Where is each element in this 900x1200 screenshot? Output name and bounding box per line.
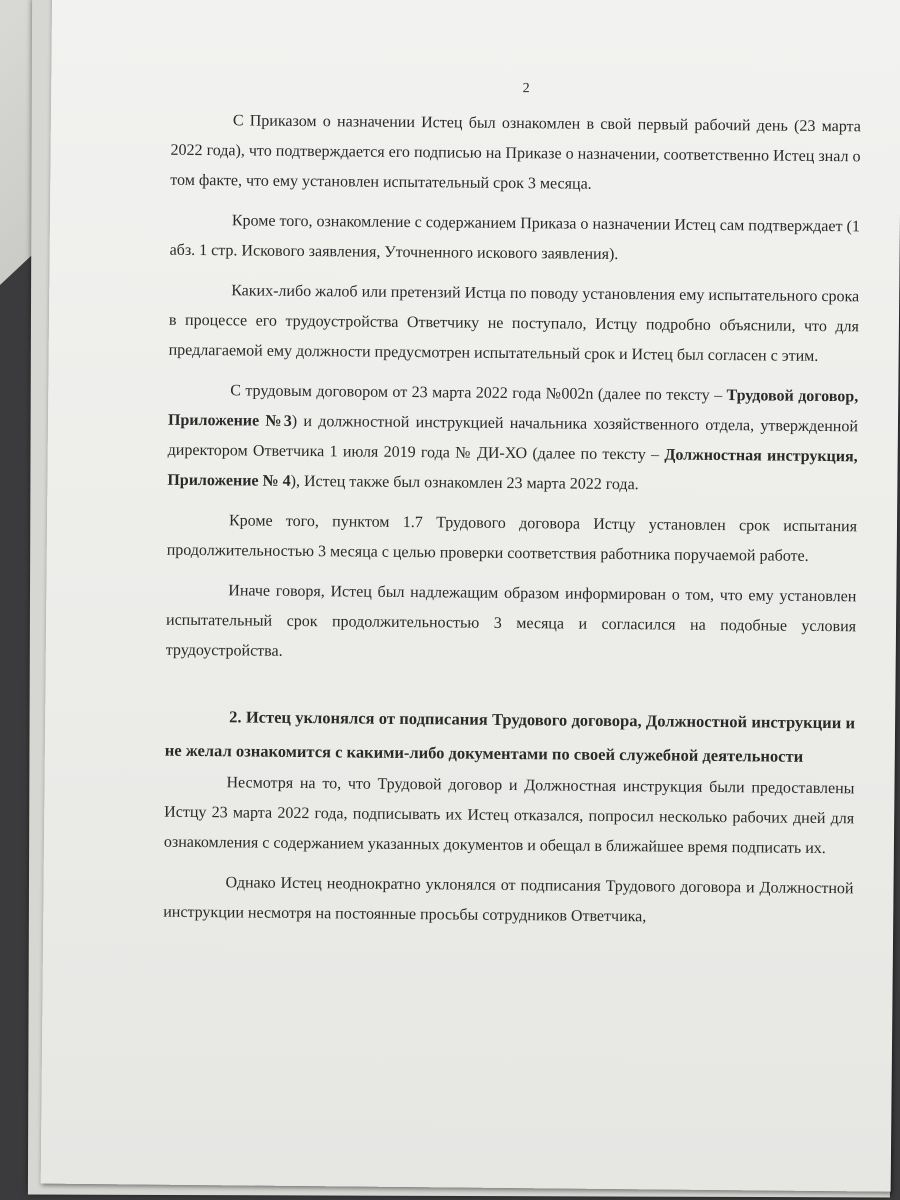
paragraph-4-text-3: ), Истец также был ознакомлен 23 марта 2022 года. — [290, 472, 639, 494]
paragraph-3: Каких-либо жалоб или претензий Истца по поводу установления ему испытательного срока в процессе его трудоустройства Ответчику не поступало, Истцу подробно объяснили, что для предлагаемой ему должности предусмотрен испытательный срок и Истец был согласен с этим. — [168, 282, 860, 365]
paragraph-2: Кроме того, ознакомление с содержанием Приказа о назначении Истец сам подтверждает (1 абз. 1 стр. Искового заявления, Уточненного искового заявления). — [169, 212, 860, 264]
paragraph-7: Несмотря на то, что Трудовой договор и Должностная инструкция были предоставлены Истцу 23 марта 2022 года, подписывать их Истец отказался, попросил несколько рабочих дней для ознакомления с содержанием указанных документов и обещал в ближайшее время подписать их. — [163, 774, 855, 858]
paragraph-6: Иначе говоря, Истец был надлежащим образом информирован о том, что ему установлен испытательный срок продолжительностью 3 месяца и согласился на подобные условия трудоустройства. — [165, 582, 857, 660]
paragraph-4-text-2: ) и должностной инструкцией начальника хозяйственного отдела, утвержденной директором Ответчика 1 июля 2019 года № ДИ-ХО (далее по тексту – — [167, 412, 859, 464]
page-number: 2 — [522, 81, 530, 97]
paragraph-1: С Приказом о назначении Истец был ознакомлен в свой первый рабочий день (23 марта 2022 года), что подтверждается его подписью на Приказе о назначении, соответственно Истец знал о том факте, что ему установлен испытательный срок 3 месяца. — [170, 112, 861, 193]
paragraph-5: Кроме того, пунктом 1.7 Трудового договора Истцу установлен срок испытания продолжительностью 3 месяца с целью проверки соответствия работника поручаемой работе. — [166, 512, 858, 565]
paragraph-8: Однако Истец неоднократно уклонялся от подписания Трудового договора и Должностной инструкции несмотря на постоянные просьбы сотрудников Ответчика, — [163, 874, 854, 926]
section-heading: 2. Истец уклонялся от подписания Трудового договора, Должностной инструкции и не желал ознакомится с какими-либо документами по своей служебной деятельности — [164, 707, 856, 766]
contract-reference: Трудовой договор, Приложение №3 — [167, 387, 859, 430]
document-page — [41, 0, 900, 1192]
paragraph-4 — [167, 376, 858, 503]
paragraph-4-text-1: С трудовым договором от 23 марта 2022 года №002n (далее по тексту – — [230, 382, 723, 405]
instruction-reference: Должностная инструкция, Приложение № 4 — [167, 446, 858, 490]
page-content — [163, 78, 861, 945]
paper-stack — [28, 0, 894, 1198]
